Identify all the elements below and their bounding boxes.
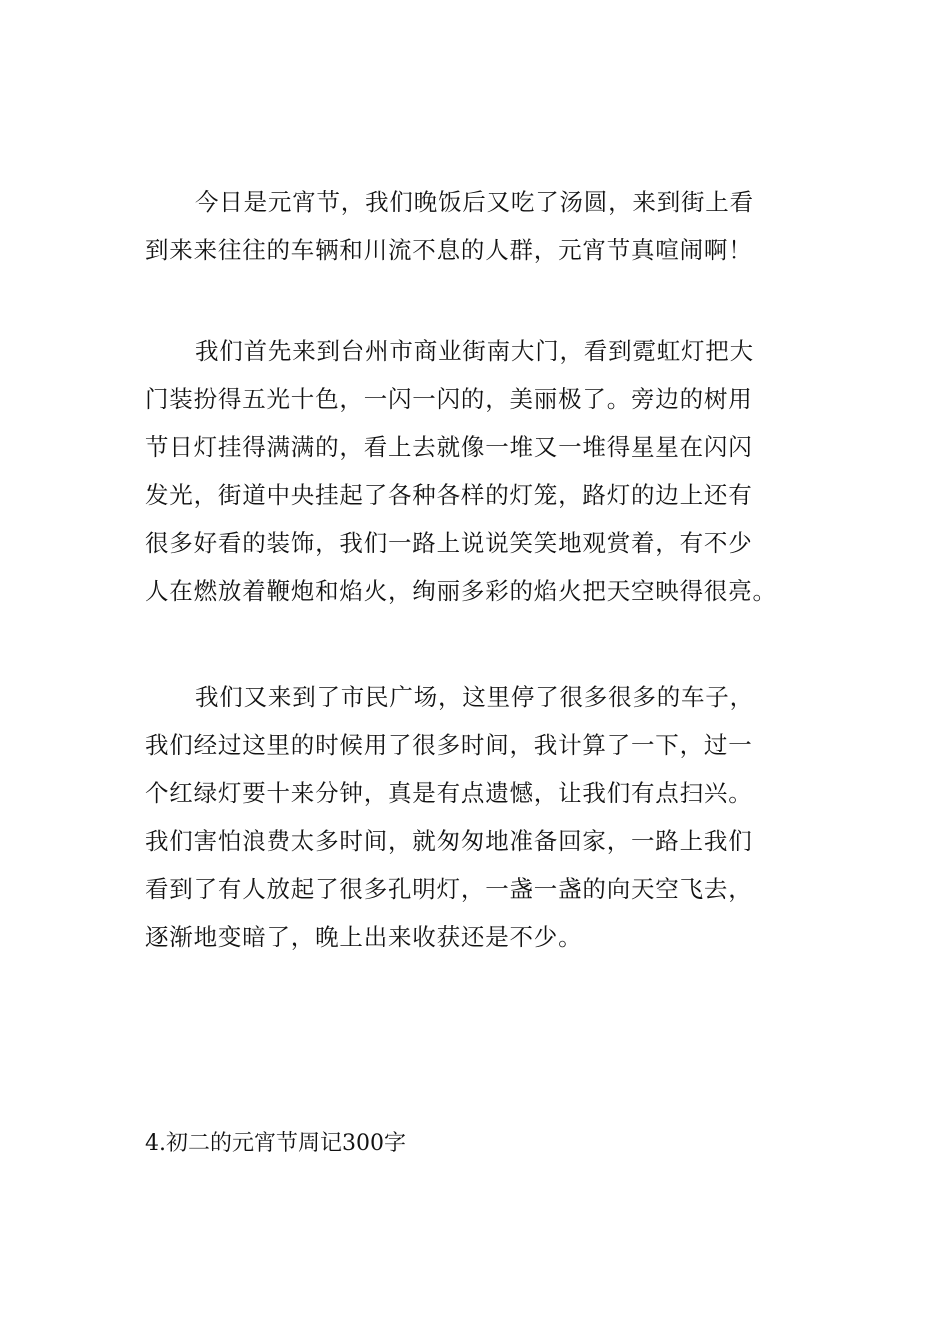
paragraph-3: [145, 673, 810, 961]
paragraph-line: 我们又来到了市民广场，这里停了很多很多的车子，: [195, 683, 754, 711]
paragraph-line: 今日是元宵节，我们晚饭后又吃了汤圆，来到街上看: [195, 188, 754, 216]
paragraph-2: [145, 327, 810, 615]
paragraph-line: 我们首先来到台州市商业街南大门，看到霓虹灯把大: [195, 337, 754, 365]
paragraph-line: 发光，街道中央挂起了各种各样的灯笼，路灯的边上还有: [145, 481, 753, 509]
paragraph-line: 到来来往往的车辆和川流不息的人群，元宵节真喧闹啊！: [145, 236, 753, 264]
paragraph-line: 很多好看的装饰，我们一路上说说笑笑地观赏着，有不少: [145, 529, 753, 557]
paragraph-line: 看到了有人放起了很多孔明灯，一盏一盏的向天空飞去，: [145, 875, 753, 903]
paragraph-line: 节日灯挂得满满的，看上去就像一堆又一堆得星星在闪闪: [145, 433, 753, 461]
paragraph-1: [145, 178, 810, 274]
paragraph-line: 门装扮得五光十色，一闪一闪的，美丽极了。旁边的树用: [145, 385, 753, 413]
paragraph-line: 我们害怕浪费太多时间，就匆匆地准备回家，一路上我们: [145, 827, 753, 855]
paragraph-line: 个红绿灯要十来分钟，真是有点遗憾，让我们有点扫兴。: [145, 779, 753, 807]
paragraph-line: 逐渐地变暗了，晚上出来收获还是不少。: [145, 923, 583, 951]
paragraph-line: 我们经过这里的时候用了很多时间，我计算了一下，过一: [145, 731, 753, 759]
paragraph-line: 人在燃放着鞭炮和焰火，绚丽多彩的焰火把天空映得很亮。: [145, 577, 777, 605]
section-heading: 4.初二的元宵节周记300字: [145, 1131, 406, 1156]
